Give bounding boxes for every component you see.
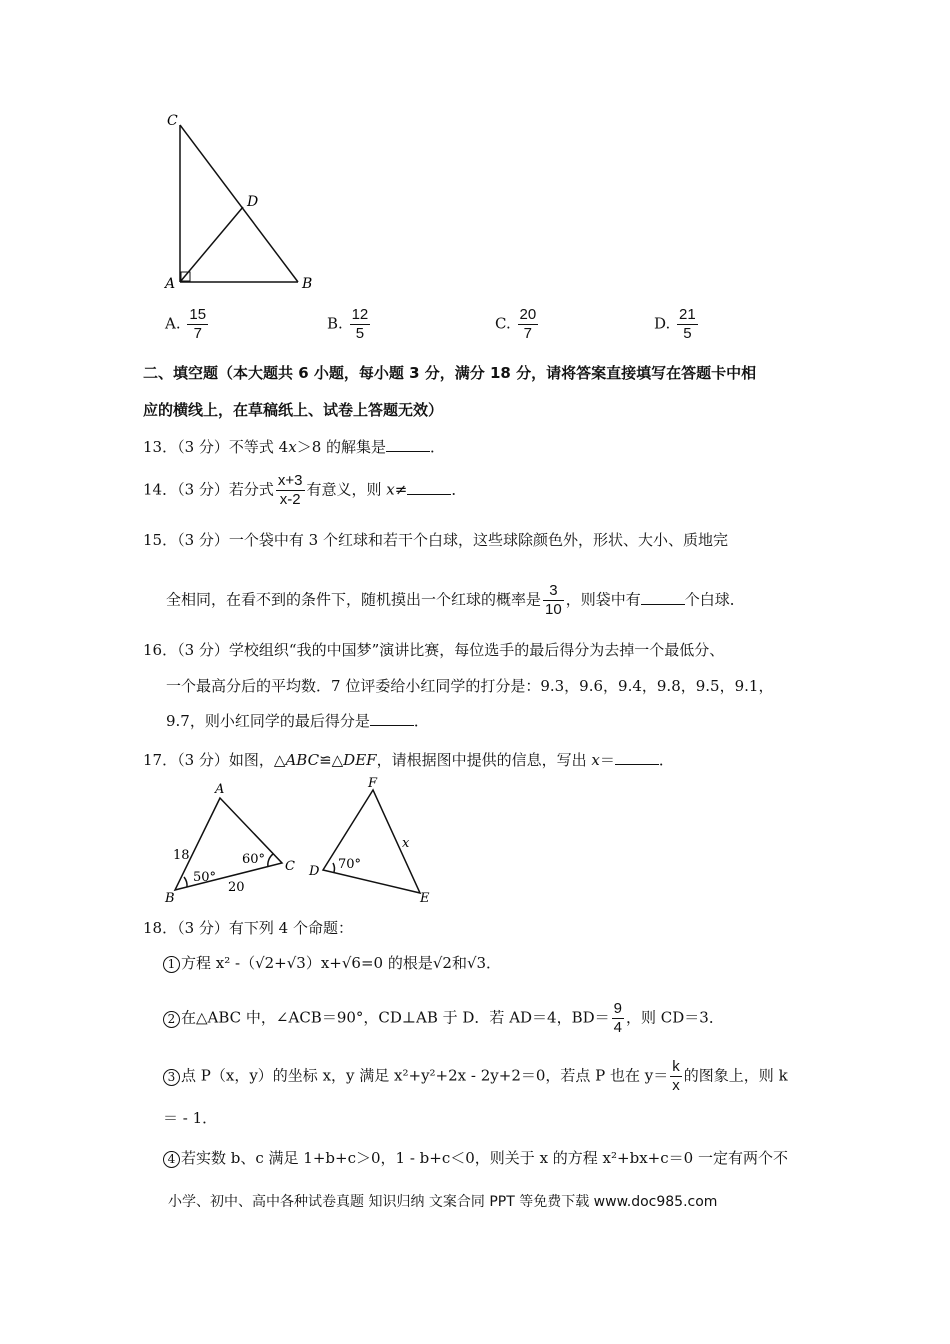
- text-fragment: 4: [163, 1151, 180, 1168]
- label-b: B: [165, 891, 175, 906]
- section-heading-cont: 应的横线上，在草稿纸上、试卷上答题无效）: [143, 401, 444, 419]
- label-18: 18: [173, 848, 190, 863]
- proposition-2: [163, 1000, 724, 1037]
- text-fragment: ≠: [394, 480, 408, 499]
- text-fragment: ．: [451, 480, 467, 499]
- answer-blank: [641, 590, 685, 605]
- label-50deg: 50°: [193, 870, 217, 885]
- option-a: [165, 306, 210, 343]
- section-heading: 二、填空题（本大题共 6 小题，每小题 3 分，满分 18 分，请将答案直接填写在答题卡中相: [143, 364, 757, 382]
- text-fragment: B.: [327, 314, 343, 333]
- question-13: [143, 437, 445, 457]
- text-fragment: ≌△: [319, 751, 344, 769]
- text-fragment: 若实数 b、c 满足 1+b+c＞0，1 - b+c＜0，则关于 x 的方程 x²+bx+c＝0 一定有两个不: [181, 1149, 788, 1167]
- option-b: [327, 306, 372, 343]
- text-fragment: 15: [189, 306, 207, 323]
- text-fragment: x: [672, 1077, 680, 1094]
- text-fragment: ABC: [285, 751, 320, 769]
- text-fragment: x-2: [279, 491, 301, 508]
- text-fragment: 7: [193, 325, 202, 342]
- label-e: E: [420, 891, 430, 906]
- text-fragment: 5: [355, 325, 365, 342]
- text-fragment: 9.7，则小红同学的最后得分是: [166, 712, 370, 730]
- text-fragment: x: [288, 438, 297, 456]
- text-fragment: ．: [658, 751, 674, 769]
- text-fragment: 3: [163, 1069, 180, 1086]
- label-d: D: [247, 194, 259, 210]
- text-fragment: ，则袋中有: [565, 590, 641, 609]
- text-fragment: A.: [165, 314, 181, 333]
- question-15: 15．（3 分）一个袋中有 3 个红球和若干个白球，这些球除颜色外，形状、大小、质地完: [143, 531, 728, 549]
- text-fragment: ＞8 的解集是: [296, 438, 386, 456]
- text-fragment: 1: [163, 956, 180, 973]
- text-fragment: 17．（3 分）如图，△: [143, 751, 286, 769]
- text-fragment: 全相同，在看不到的条件下，随机摸出一个红球的概率是: [166, 590, 542, 609]
- option-d: [654, 306, 700, 343]
- text-fragment: 点 P（x，y）的坐标 x，y 满足 x²+y²+2x - 2y+2＝0，若点 P 也在 y＝: [181, 1066, 669, 1085]
- text-fragment: 个白球．: [684, 590, 745, 609]
- text-fragment: C.: [495, 314, 511, 333]
- text-fragment: 4: [613, 1019, 622, 1036]
- proposition-4: [163, 1148, 788, 1168]
- text-fragment: x: [386, 480, 395, 499]
- question-16-line2: 一个最高分后的平均数．7 位评委给小红同学的打分是：9.3，9.6，9.4，9.8，9.5，9.1，: [166, 677, 774, 695]
- text-fragment: 5: [683, 325, 692, 342]
- proposition-3: [163, 1058, 788, 1095]
- text-fragment: DEF: [343, 751, 377, 769]
- answer-blank: [615, 750, 659, 765]
- text-fragment: 有意义，则: [306, 480, 387, 499]
- right-triangle-figure: [150, 105, 330, 305]
- text-fragment: 3: [543, 582, 564, 601]
- question-17: [143, 750, 674, 770]
- option-c: [495, 306, 540, 343]
- question-18: 18．（3 分）有下列 4 个命题：: [143, 919, 353, 937]
- congruent-triangles-figure: [160, 775, 450, 910]
- label-a: A: [215, 782, 225, 797]
- text-fragment: 13．（3 分）不等式 4: [143, 438, 289, 456]
- text-fragment: 12: [351, 306, 369, 323]
- question-16: 16．（3 分）学校组织“我的中国梦”演讲比赛，每位选手的最后得分为去掉一个最低分、: [143, 641, 725, 659]
- label-f: F: [368, 776, 378, 791]
- text-fragment: ，则 CD＝3．: [626, 1008, 724, 1027]
- text-fragment: 21: [679, 306, 696, 323]
- text-fragment: 方程 x² -（√2+√3）x+√6=0 的根是√2和√3．: [181, 954, 502, 972]
- question-15-cont: [166, 582, 745, 619]
- text-fragment: x: [591, 751, 600, 769]
- text-fragment: 10: [545, 601, 562, 618]
- footer-ad: 小学、初中、高中各种试卷真题 知识归纳 文案合同 PPT 等免费下载 www.doc985.com: [168, 1194, 718, 1210]
- label-c: C: [285, 859, 295, 874]
- label-20: 20: [228, 880, 245, 895]
- text-fragment: 2: [163, 1011, 180, 1028]
- text-fragment: 14．（3 分）若分式: [143, 480, 274, 499]
- label-c: C: [167, 113, 178, 129]
- text-fragment: 在△ABC 中，∠ACB＝90°，CD⊥AB 于 D．若 AD＝4，BD＝: [181, 1008, 610, 1027]
- label-d: D: [309, 864, 320, 879]
- text-fragment: 的图象上，则 k: [683, 1066, 788, 1085]
- proposition-1: [163, 953, 501, 973]
- answer-blank: [407, 480, 451, 495]
- label-x: x: [402, 836, 410, 851]
- label-70deg: 70°: [338, 857, 362, 872]
- text-fragment: ．: [430, 438, 446, 456]
- question-16-line3: [166, 711, 429, 731]
- label-b: B: [302, 276, 313, 292]
- answer-blank: [370, 711, 414, 726]
- text-fragment: k: [672, 1058, 680, 1075]
- text-fragment: 9: [613, 1000, 622, 1017]
- text-fragment: ，请根据图中提供的信息，写出: [376, 751, 592, 769]
- text-fragment: D.: [654, 314, 671, 333]
- label-a: A: [165, 276, 176, 292]
- text-fragment: 20: [519, 306, 537, 323]
- text-fragment: 7: [523, 325, 533, 342]
- question-14: [143, 472, 466, 509]
- answer-blank: [386, 437, 430, 452]
- text-fragment: ．: [413, 712, 429, 730]
- text-fragment: x+3: [277, 472, 303, 489]
- proposition-3-cont: ＝ - 1．: [163, 1109, 218, 1127]
- text-fragment: ＝: [599, 751, 615, 769]
- label-60deg: 60°: [242, 852, 266, 867]
